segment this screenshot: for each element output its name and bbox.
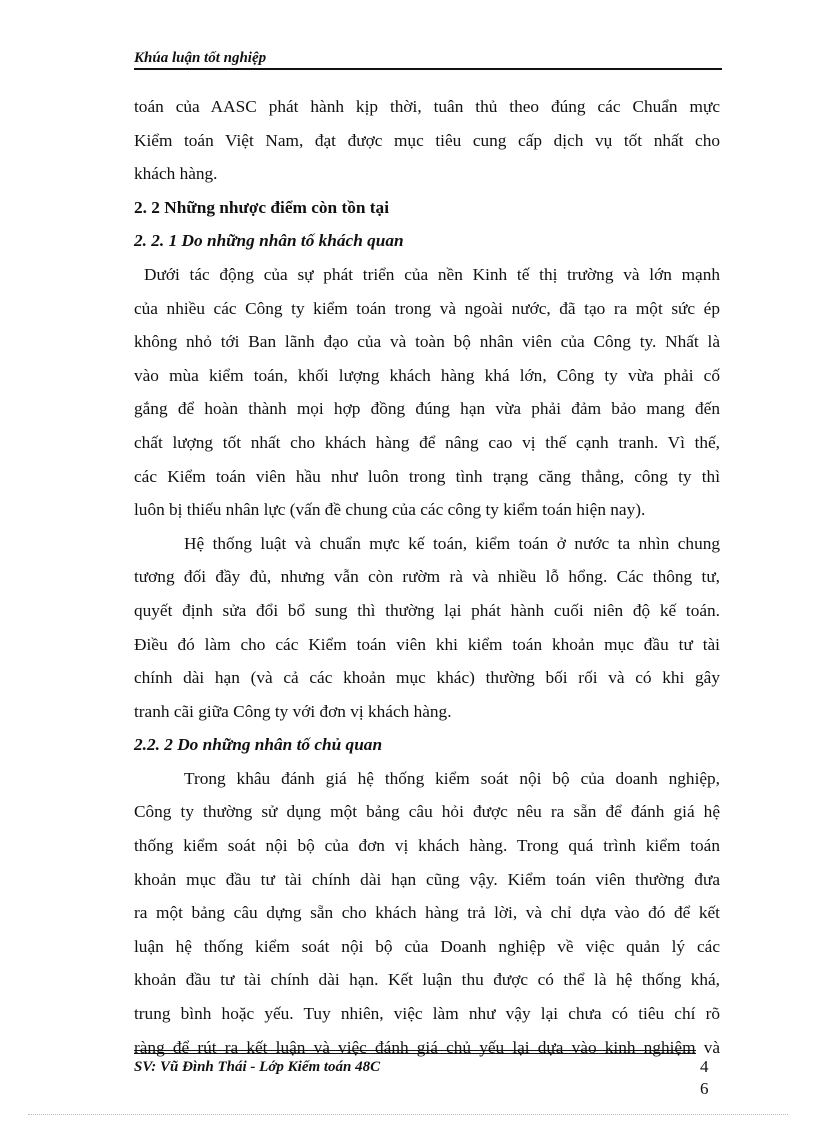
text-line: chất lượng tốt nhất cho khách hàng để nâng cao vị thế cạnh tranh. Vì thế, — [134, 432, 720, 452]
text-line: tương đối đầy đủ, nhưng vẫn còn rườm rà và nhiều lỗ hổng. Các thông tư, — [134, 567, 720, 587]
text-line: tranh cãi giữa Công ty với đơn vị khách hàng. — [134, 701, 452, 721]
footer-divider — [134, 1053, 696, 1054]
text-line: khoản đầu tư tài chính dài hạn. Kết luận thu được có thể là hệ thống khá, — [134, 970, 720, 990]
page-number-digit: 4 — [700, 1057, 709, 1076]
text-line: ra một bảng câu dựng sẵn cho khách hàng trả lời, và chỉ dựa vào đó để kết — [134, 903, 720, 923]
text-line: không nhỏ tới Ban lãnh đạo của và toàn bộ nhân viên của Công ty. Nhất là — [134, 332, 720, 352]
text-line: quyết định sửa đổi bổ sung thì thường lại phát hành cuối niên độ kế toán. — [134, 600, 720, 620]
text-line: Hệ thống luật và chuẩn mực kế toán, kiểm toán ở nước ta nhìn chung — [184, 533, 720, 553]
page-number-digit: 6 — [700, 1079, 709, 1098]
text-line: Kiểm toán Việt Nam, đạt được mục tiêu cung cấp dịch vụ tốt nhất cho — [134, 130, 720, 150]
text-line: các Kiểm toán viên hầu như luôn trong tình trạng căng thẳng, công ty thì — [134, 466, 720, 486]
text-line: Dưới tác động của sự phát triển của nền Kinh tế thị trường và lớn mạnh — [144, 264, 720, 284]
footer-divider — [134, 1050, 696, 1051]
text-line: khách hàng. — [134, 164, 218, 184]
text-line: luôn bị thiếu nhân lực (vấn đề chung của các công ty kiểm toán hiện nay). — [134, 500, 646, 520]
text-line: toán của AASC phát hành kịp thời, tuân thủ theo đúng các Chuẩn mực — [134, 97, 720, 116]
text-line: ràng để rút ra kết luận và việc đánh giá chủ yếu lại dựa vào kinh nghiệm và — [134, 1037, 720, 1057]
text-line: luận hệ thống kiểm soát nội bộ của Doanh nghiệp về việc quản lý các — [134, 936, 720, 956]
body-text — [134, 90, 720, 1064]
text-line: Trong khâu đánh giá hệ thống kiểm soát nội bộ của doanh nghiệp, — [184, 768, 720, 788]
footer-student: SV: Vũ Đình Thái - Lớp Kiểm toán 48C — [134, 1059, 381, 1075]
subsection-heading: 2.2. 2 Do những nhân tố chủ quan — [134, 735, 383, 755]
text-line: gắng để hoàn thành mọi hợp đồng đúng hạn vừa phải đảm bảo mang đến — [134, 399, 720, 419]
text-line: trung bình hoặc yếu. Tuy nhiên, việc làm như vậy lại chưa có tiêu chí rõ — [134, 1004, 720, 1024]
page-edge-divider — [28, 1114, 788, 1115]
text-line: chính dài hạn (và cả các khoản mục khác) thường bối rối và có khi gây — [134, 668, 720, 688]
subsection-heading: 2. 2. 1 Do những nhân tố khách quan — [134, 231, 404, 251]
text-line: khoản mục đầu tư tài chính dài hạn cũng vậy. Kiểm toán viên thường đưa — [134, 869, 720, 889]
page-header: Khúa luận tốt nghiệp — [134, 48, 722, 70]
text-line: thống kiểm soát nội bộ của đơn vị khách hàng. Trong quá trình kiểm toán — [134, 836, 720, 856]
text-line: vào mùa kiểm toán, khối lượng khách hàng khá lớn, Công ty vừa phải cố — [134, 365, 720, 385]
section-heading: 2. 2 Những nhược điểm còn tồn tại — [134, 197, 389, 217]
text-line: Công ty thường sử dụng một bảng câu hỏi được nêu ra sẵn để đánh giá hệ — [134, 802, 720, 822]
text-line: của nhiều các Công ty kiểm toán trong và ngoài nước, đã tạo ra một sức ép — [134, 298, 720, 318]
text-line: Điều đó làm cho các Kiểm toán viên khi kiểm toán khoản mục đầu tư tài — [134, 634, 720, 654]
